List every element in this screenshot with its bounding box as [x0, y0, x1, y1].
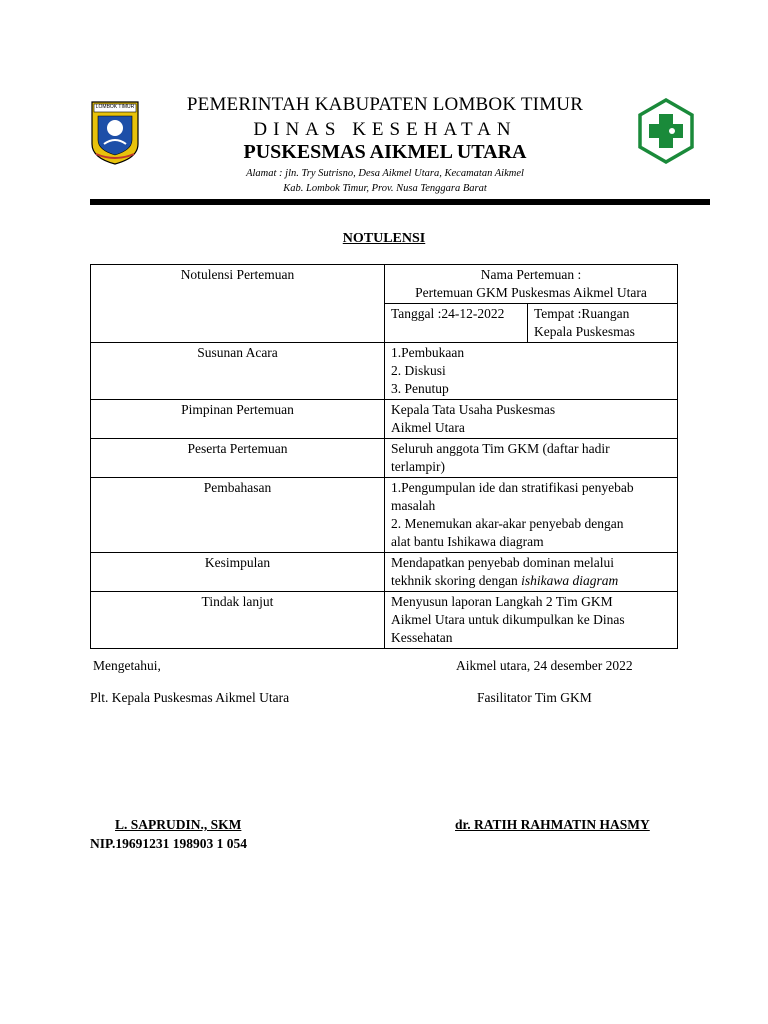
minutes-table [90, 264, 678, 649]
agenda-label: Susunan Acara [91, 343, 385, 400]
followup-value [385, 592, 678, 649]
table-row [91, 478, 678, 553]
followup-line: Aikmel Utara untuk dikumpulkan ke Dinas [391, 612, 625, 627]
discussion-line: 1.Pengumpulan ide dan stratifikasi penyebab [391, 480, 634, 495]
conclusion-text: tekhnik skoring dengan [391, 573, 522, 588]
meeting-date: Tanggal :24-12-2022 [385, 304, 528, 343]
leader-line: Kepala Tata Usaha Puskesmas [391, 402, 556, 417]
left-signer-role: Plt. Kepala Puskesmas Aikmel Utara [90, 690, 290, 705]
participants-line: Seluruh anggota Tim GKM (daftar hadir [391, 441, 610, 456]
followup-label: Tindak lanjut [91, 592, 385, 649]
conclusion-value [385, 553, 678, 592]
table-row [91, 343, 678, 400]
header-divider [90, 199, 710, 205]
meeting-place-line1: Tempat :Ruangan [534, 306, 630, 321]
discussion-line: alat bantu Ishikawa diagram [391, 534, 544, 549]
left-signer-nip: NIP.19691231 198903 1 054 [90, 836, 248, 851]
meeting-name-label: Nama Pertemuan : [480, 267, 582, 282]
header-puskesmas: PUSKESMAS AIKMEL UTARA [243, 141, 527, 163]
agenda-value [385, 343, 678, 400]
puskesmas-cross-icon [636, 98, 696, 164]
participants-line: terlampir) [391, 459, 445, 474]
discussion-value [385, 478, 678, 553]
table-row [91, 592, 678, 649]
followup-line: Menyusun laporan Langkah 2 Tim GKM [391, 594, 613, 609]
header-department: DINAS KESEHATAN [253, 119, 517, 140]
table-row [91, 400, 678, 439]
conclusion-italic-text: ishikawa diagram [521, 573, 619, 588]
header-address-line1: Alamat : jln. Try Sutrisno, Desa Aikmel Utara, Kecamatan Aikmel [246, 168, 524, 179]
header-address-line2: Kab. Lombok Timur, Prov. Nusa Tenggara Barat [283, 183, 487, 194]
leader-line: Aikmel Utara [391, 420, 465, 435]
table-row [91, 553, 678, 592]
table-row [91, 265, 678, 304]
left-signer-name: L. SAPRUDIN., SKM [115, 817, 242, 832]
table-row [91, 439, 678, 478]
leader-label: Pimpinan Pertemuan [91, 400, 385, 439]
followup-line: Kessehatan [391, 630, 453, 645]
header-government: PEMERINTAH KABUPATEN LOMBOK TIMUR [186, 94, 584, 115]
participants-label: Peserta Pertemuan [91, 439, 385, 478]
right-signer-name: dr. RATIH RAHMATIN HASMY [455, 817, 650, 832]
emblem-text: LOMBOK TIMUR [95, 104, 135, 110]
agenda-item: 1.Pembukaan [391, 345, 465, 360]
discussion-label: Pembahasan [91, 478, 385, 553]
notulensi-label: Notulensi Pertemuan [91, 265, 385, 343]
agenda-item: 2. Diskusi [391, 363, 446, 378]
meeting-name-cell [385, 265, 678, 304]
discussion-line: 2. Menemukan akar-akar penyebab dengan [391, 516, 624, 531]
acknowledged-label: Mengetahui, [93, 658, 161, 673]
conclusion-label: Kesimpulan [91, 553, 385, 592]
agenda-item: 3. Penutup [391, 381, 449, 396]
document-title: NOTULENSI [342, 231, 426, 246]
meeting-name-value: Pertemuan GKM Puskesmas Aikmel Utara [415, 285, 647, 300]
leader-value [385, 400, 678, 439]
conclusion-line [391, 572, 671, 590]
participants-value [385, 439, 678, 478]
conclusion-line: Mendapatkan penyebab dominan melalui [391, 555, 615, 570]
meeting-place-cell [528, 304, 678, 343]
meeting-place-line2: Kepala Puskesmas [534, 324, 635, 339]
right-signer-role: Fasilitator Tim GKM [477, 690, 592, 705]
place-date: Aikmel utara, 24 desember 2022 [456, 658, 633, 673]
discussion-line: masalah [391, 498, 436, 513]
